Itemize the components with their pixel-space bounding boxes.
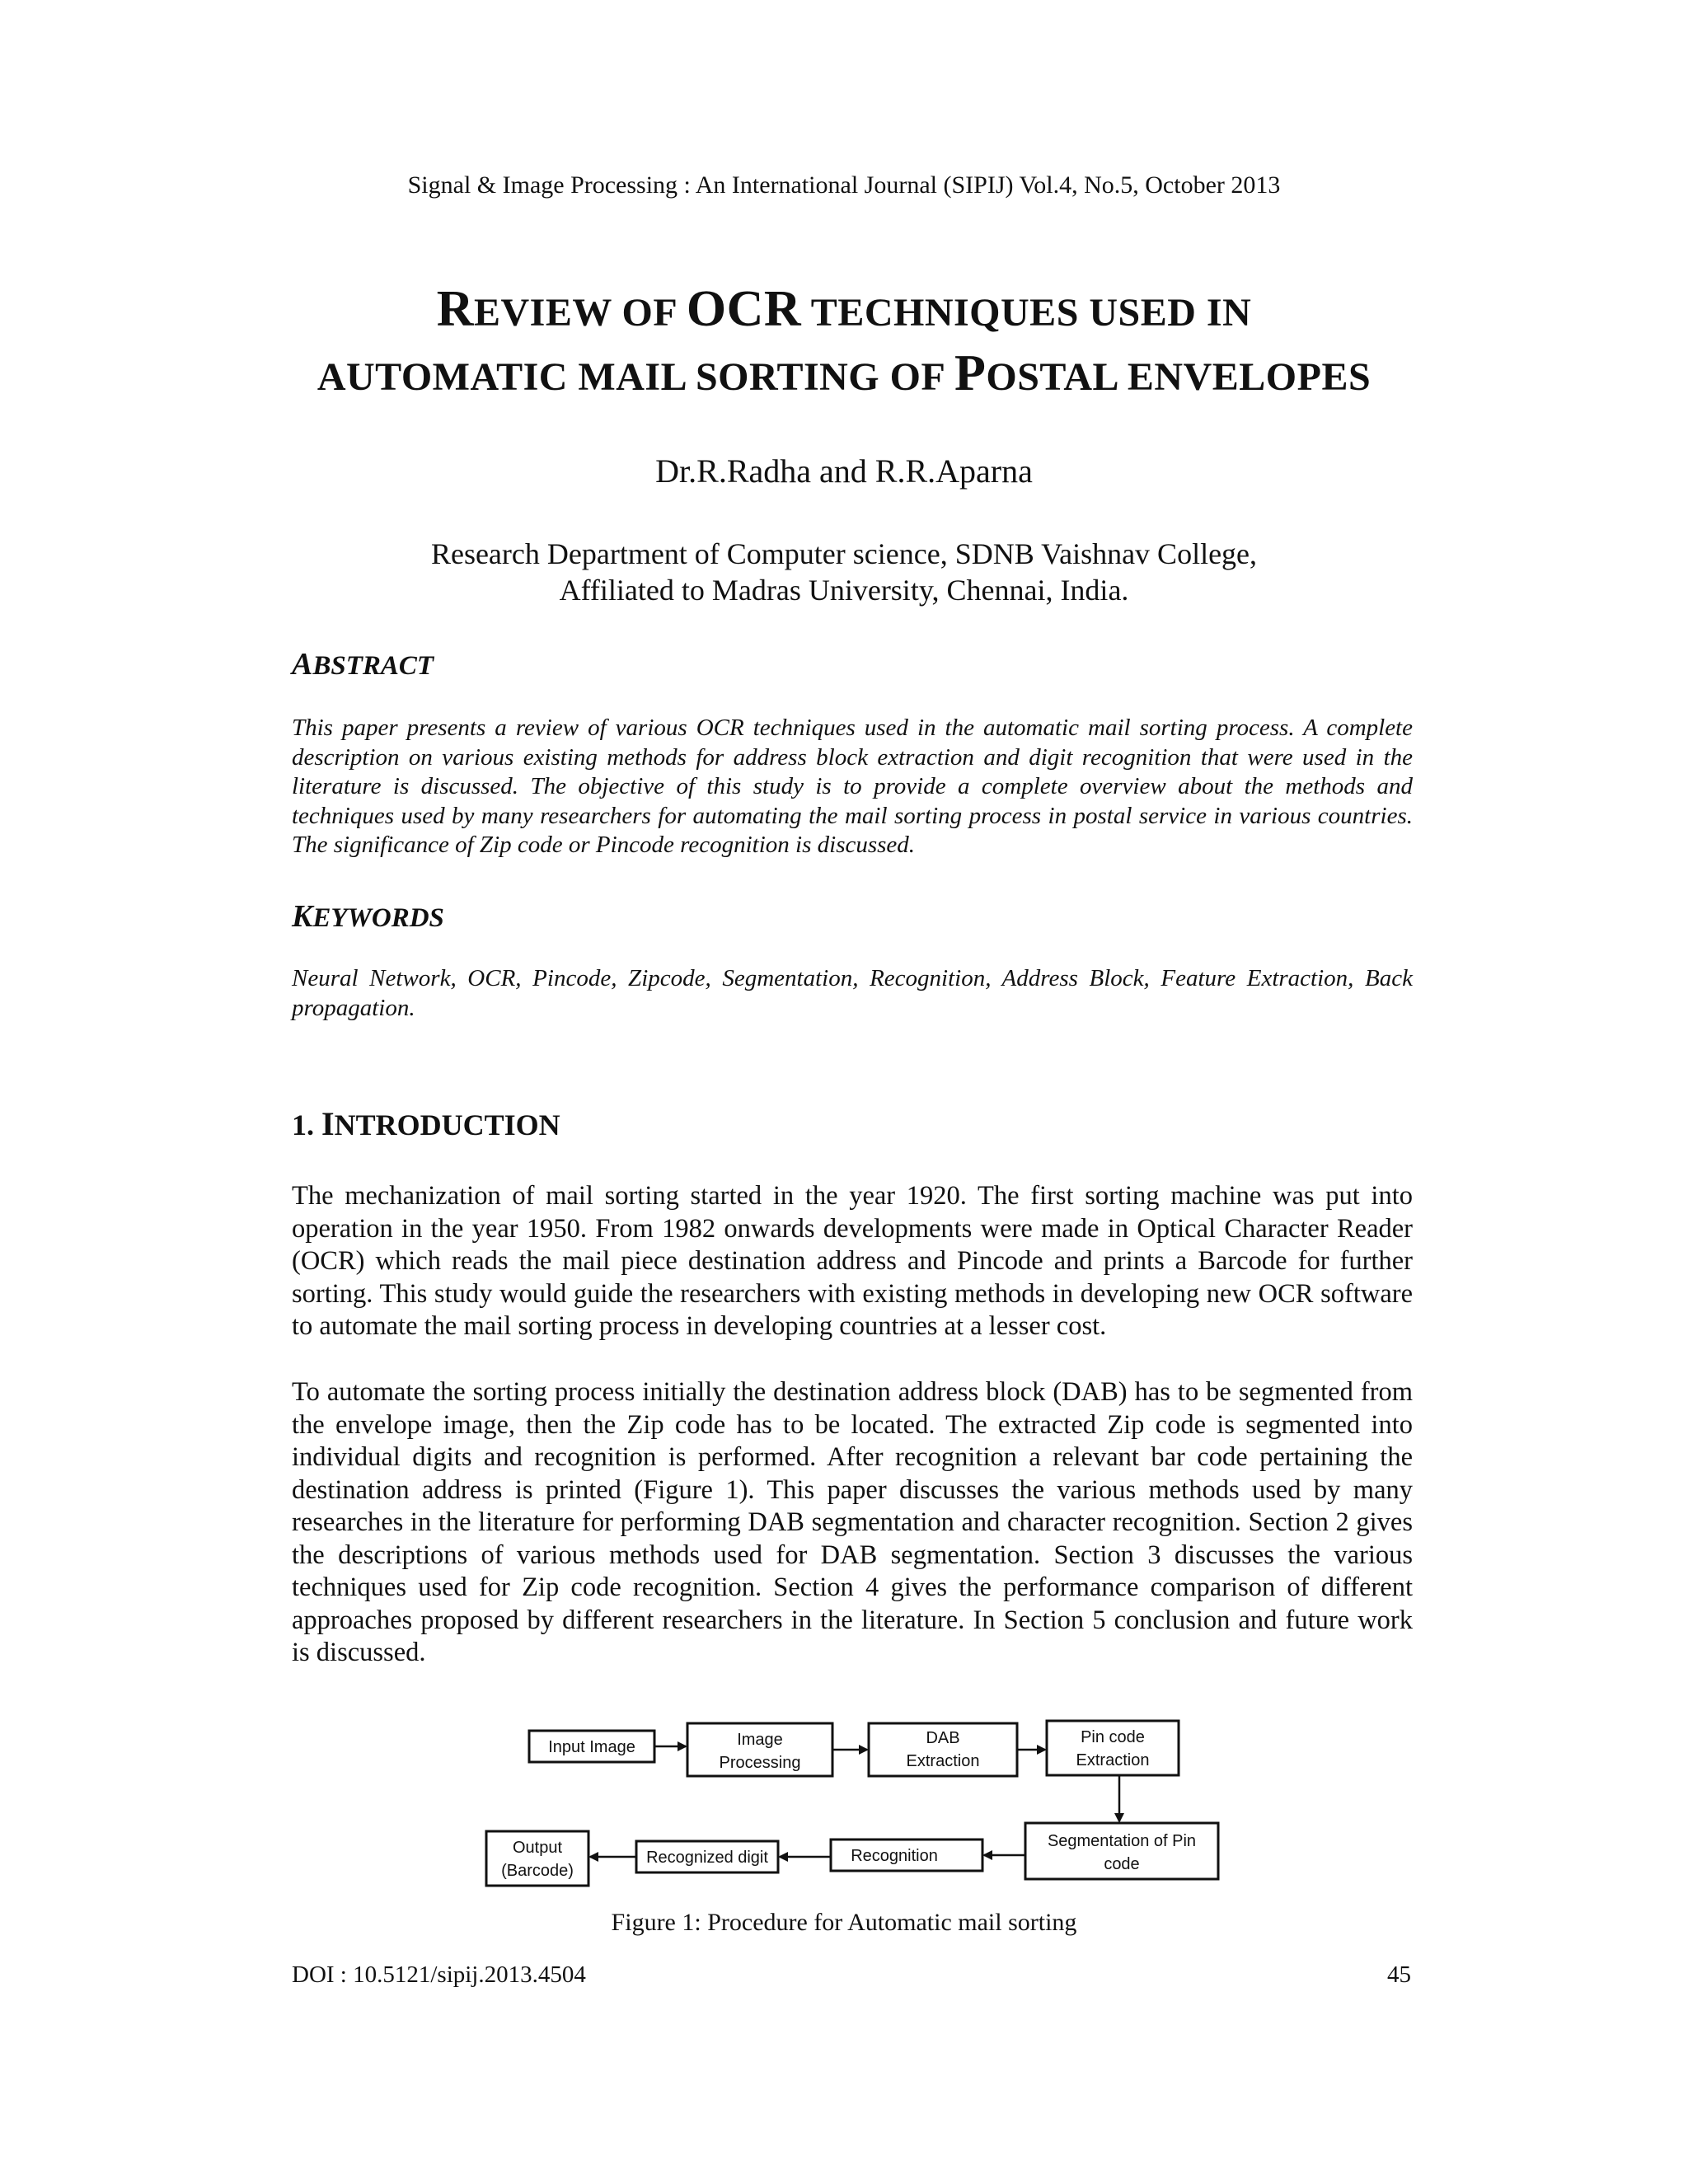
title-part: P (954, 345, 987, 401)
svg-text:Pin code (1081, 1728, 1145, 1746)
box-label: Processing (719, 1754, 801, 1772)
dab-extraction-box (869, 1723, 1017, 1776)
pin-code-extraction-box (1047, 1721, 1179, 1775)
affiliation-line-1: Research Department of Computer science, SDNB Vaishnav College, (430, 537, 1258, 570)
journal-header: Signal & Image Processing : An International Journal (SIPIJ) Vol.4, No.5, October 2013 (407, 171, 1281, 199)
box-label: Extraction (1076, 1751, 1150, 1769)
title-part: R (436, 281, 474, 337)
title-part: OCR (686, 281, 802, 337)
box-label: code (1104, 1855, 1140, 1873)
svg-text:DAB (926, 1729, 959, 1747)
svg-text:Recognized digit (646, 1849, 768, 1867)
svg-text:Extraction (1076, 1751, 1150, 1769)
title-part: EVIEW OF (474, 291, 687, 335)
introduction-heading-number: 1. (292, 1108, 321, 1141)
input-image-box (529, 1731, 654, 1762)
affiliation (0, 536, 1688, 608)
abstract-text: This paper presents a review of various OCR techniques used in the automatic mail sorting process. A complete description on various existing methods for address block extraction and digit recognition that were used in the literature is discussed. The objective of this study is to provide a complete overview about the methods and techniques used by many researchers for automating the mail sorting process in postal service in various countries. The significance of Zip code or Pincode recognition is discussed. (292, 715, 1413, 858)
svg-text:Recognition (851, 1847, 938, 1865)
title-part: AUTOMATIC MAIL SORTING OF (316, 355, 955, 399)
box-label: Input Image (548, 1738, 635, 1756)
svg-text:Segmentation of Pin (1048, 1832, 1196, 1850)
output-barcode-box (486, 1831, 588, 1886)
keywords-heading-initial: K (292, 899, 313, 934)
keywords-heading (292, 898, 1413, 935)
paper-title-line-1 (0, 280, 1688, 339)
box-label: Image (737, 1731, 783, 1749)
abstract-heading (292, 646, 1413, 682)
recognition-box (831, 1840, 982, 1871)
box-label: Segmentation of Pin (1047, 1832, 1197, 1850)
page-number: 45 (1387, 1961, 1411, 1988)
svg-text:code (1104, 1855, 1139, 1873)
svg-text:(Barcode) (501, 1862, 574, 1880)
box-label: DAB (926, 1729, 960, 1747)
svg-text:Processing (720, 1754, 801, 1772)
recognized-digit-box (636, 1841, 778, 1872)
keywords-heading-rest: EYWORDS (312, 903, 444, 933)
image-processing-box (687, 1723, 832, 1776)
svg-text:Output (513, 1839, 562, 1857)
figure-1-flowchart (0, 1706, 1688, 1920)
box-label: Output (512, 1839, 563, 1857)
box-label: Pin code (1081, 1728, 1145, 1746)
segmentation-box (1025, 1823, 1218, 1879)
box-label: (Barcode) (501, 1862, 574, 1880)
authors: Dr.R.Radha and R.R.Aparna (655, 452, 1033, 490)
affiliation-line-2: Affiliated to Madras University, Chennai, India. (559, 574, 1129, 607)
introduction-paragraph-2: To automate the sorting process initially the destination address block (DAB) has to be segmented from the envelope image, then the Zip code has to be located. The extracted Zip code is segmented into individual digits and recognition is performed. After recognition a relevant bar code pertaining the destination address is printed (Figure 1). This paper discusses the various methods used by many researches in the literature for performing DAB segmentation and character recognition. Section 2 gives the descriptions of various methods used for DAB segmentation. Section 3 discusses the various techniques used for Zip code recognition. Section 4 gives the performance comparison of different approaches proposed by different researchers in the literature. In Section 5 conclusion and future work is discussed. (292, 1377, 1413, 1667)
title-part: OSTAL ENVELOPES (986, 355, 1372, 399)
introduction-paragraph-1: The mechanization of mail sorting started in the year 1920. The first sorting machine was put into operation in the year 1950. From 1982 onwards developments were made in Optical Character Reader (OCR) which reads the mail piece destination address and Pincode and prints a Barcode for further sorting. This study would guide the researchers with existing methods in developing new OCR software to automate the mail sorting process in developing countries at a lesser cost. (292, 1181, 1413, 1341)
svg-text:Image (737, 1731, 783, 1749)
box-label: Recognition (851, 1847, 938, 1865)
abstract-heading-initial: A (292, 647, 313, 682)
introduction-heading-rest: NTRODUCTION (334, 1108, 560, 1141)
paper-title-line-2 (0, 344, 1688, 403)
box-label: Extraction (906, 1752, 980, 1770)
doi-footer: DOI : 10.5121/sipij.2013.4504 (292, 1961, 586, 1988)
svg-text:Extraction (907, 1752, 980, 1770)
box-label: Recognized digit (646, 1849, 768, 1867)
introduction-heading-initial: I (321, 1105, 335, 1142)
title-part: TECHNIQUES USED IN (801, 291, 1252, 335)
keywords-text: Neural Network, OCR, Pincode, Zipcode, Segmentation, Recognition, Address Block, Feature Extraction, Back propagation. (292, 965, 1413, 1021)
figure-caption: Figure 1: Procedure for Automatic mail sorting (611, 1909, 1077, 1936)
introduction-heading (292, 1104, 1413, 1143)
svg-text:Input Image (548, 1738, 635, 1756)
abstract-heading-rest: BSTRACT (312, 651, 434, 681)
